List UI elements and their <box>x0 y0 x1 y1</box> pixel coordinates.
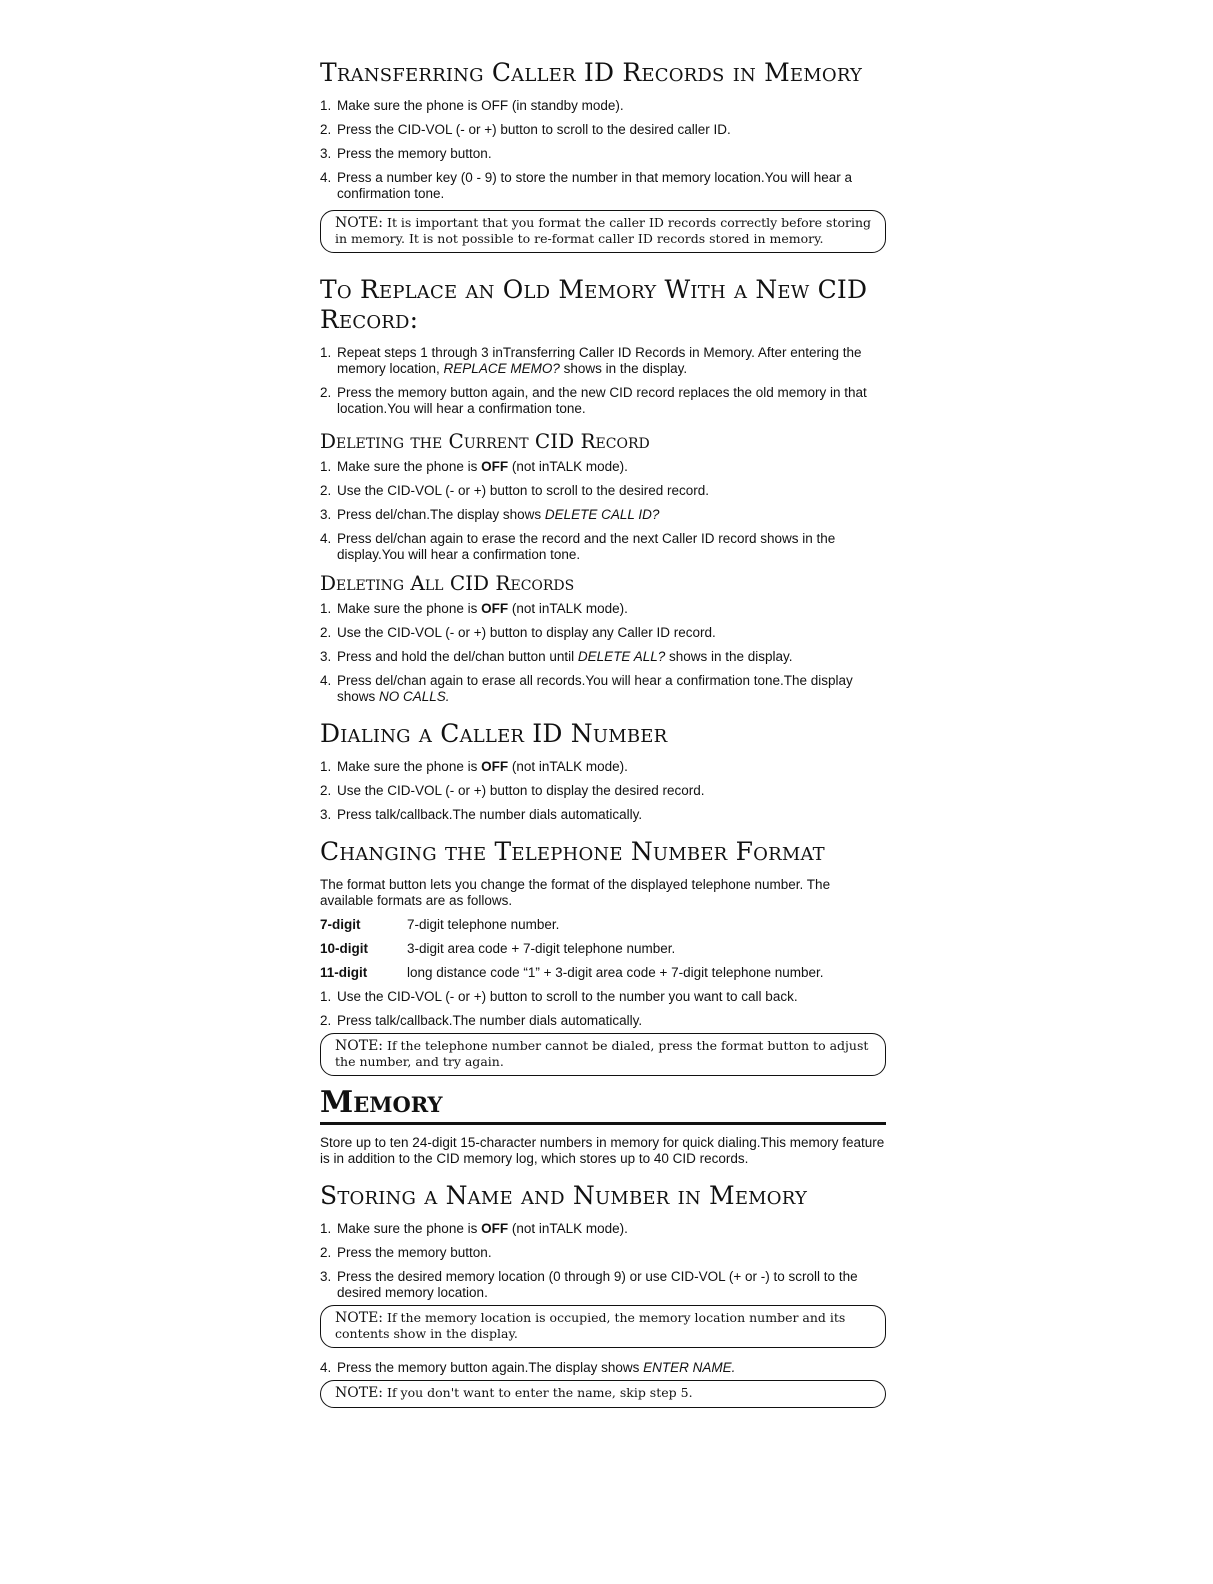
step-text-part: Press del/chan.The display shows <box>337 507 545 522</box>
step-text: Make sure the phone is OFF (in standby mode). <box>337 98 624 113</box>
format-term: 7-digit <box>320 917 361 932</box>
step-text: Press talk/callback.The number dials automatically. <box>337 1013 643 1028</box>
display-message: NO CALLS. <box>379 689 450 704</box>
list-item <box>320 531 886 563</box>
heading-delete-current: Deleting the Current CID Record <box>320 429 650 453</box>
list-item <box>320 625 886 641</box>
step-text-part: (not inTALK mode). <box>508 459 628 474</box>
step-text-part: (not inTALK mode). <box>508 759 628 774</box>
step-text-part: shows in the display. <box>559 361 688 376</box>
section-memory <box>320 1086 886 1167</box>
section-format <box>320 837 886 1076</box>
step-text <box>337 673 886 705</box>
manual-page <box>320 58 886 1418</box>
step-number: 2. <box>320 625 332 640</box>
list-item <box>320 146 886 162</box>
list-item <box>320 989 886 1005</box>
step-text <box>337 345 886 377</box>
step-number: 2. <box>320 483 332 498</box>
step-text: Press talk/callback.The number dials automatically. <box>337 807 643 822</box>
step-number: 4. <box>320 673 332 688</box>
step-text <box>337 1360 886 1376</box>
list-item <box>320 1013 886 1029</box>
format-row <box>320 917 886 933</box>
step-text-part: shows in the display. <box>665 649 793 664</box>
format-row <box>320 965 886 981</box>
note-label: NOTE: <box>335 1038 384 1054</box>
step-number: 1. <box>320 601 332 616</box>
step-text <box>337 649 886 665</box>
list-item <box>320 385 886 417</box>
step-number: 3. <box>320 1269 332 1284</box>
memory-intro: Store up to ten 24-digit 15-character numbers in memory for quick dialing.This memory feature is in addition to the CID memory log, which stores up to 40 CID records. <box>320 1135 885 1166</box>
step-text <box>337 507 886 523</box>
step-text: Press the memory button. <box>337 1245 492 1260</box>
note-label: NOTE: <box>335 215 384 231</box>
list-item <box>320 1221 886 1237</box>
step-text-part: (not inTALK mode). <box>508 1221 628 1236</box>
section-divider <box>320 1122 886 1125</box>
section-replace <box>320 275 886 417</box>
step-text: Use the CID-VOL (- or +) button to display the desired record. <box>337 783 705 798</box>
step-number: 4. <box>320 170 332 185</box>
step-text-part: Press del/chan again to erase all records.You will hear a confirmation tone.The display shows <box>337 673 853 704</box>
list-item <box>320 98 886 114</box>
step-text-part: Press and hold the del/chan button until <box>337 649 578 664</box>
list-item <box>320 345 886 377</box>
section-delete-all <box>320 571 886 705</box>
step-text <box>337 459 886 475</box>
step-number: 2. <box>320 1013 332 1028</box>
step-number: 3. <box>320 649 332 664</box>
note-dial-failed <box>320 1033 886 1076</box>
step-text-part: Make sure the phone is <box>337 601 482 616</box>
format-description: long distance code “1” + 3-digit area code + 7-digit telephone number. <box>407 965 824 980</box>
step-number: 1. <box>320 989 332 1004</box>
step-number: 1. <box>320 345 332 360</box>
list-item <box>320 483 886 499</box>
step-number: 2. <box>320 122 332 137</box>
heading-storing: Storing a Name and Number in Memory <box>320 1181 808 1210</box>
note-label: NOTE: <box>335 1310 384 1326</box>
note-location-occupied <box>320 1305 886 1348</box>
step-text: Use the CID-VOL (- or +) button to scroll to the desired record. <box>337 483 710 498</box>
step-number: 3. <box>320 507 332 522</box>
heading-format: Changing the Telephone Number Format <box>320 837 825 866</box>
list-item <box>320 759 886 775</box>
step-text: Press the desired memory location (0 through 9) or use CID-VOL (+ or -) to scroll to the desired memory location. <box>337 1269 858 1300</box>
step-text: Use the CID-VOL (- or +) button to display any Caller ID record. <box>337 625 716 640</box>
step-text: Press del/chan again to erase the record and the next Caller ID record shows in the display.You will hear a confirmation tone. <box>337 531 836 562</box>
format-row <box>320 941 886 957</box>
list-item <box>320 601 886 617</box>
step-text <box>337 1221 886 1237</box>
format-list <box>320 917 886 981</box>
note-format-records <box>320 210 886 253</box>
list-item <box>320 1269 886 1301</box>
step-number: 1. <box>320 759 332 774</box>
step-text: Press a number key (0 - 9) to store the number in that memory location.You will hear a confirmation tone. <box>337 170 852 201</box>
format-intro: The format button lets you change the format of the displayed telephone number. The available formats are as follows. <box>320 877 831 908</box>
step-number: 3. <box>320 146 332 161</box>
format-term: 11-digit <box>320 965 368 980</box>
section-transferring <box>320 58 886 253</box>
display-message: REPLACE MEMO? <box>443 361 560 376</box>
step-number: 4. <box>320 531 332 546</box>
step-number: 1. <box>320 98 332 113</box>
step-text-strong: OFF <box>481 459 509 474</box>
format-description: 7-digit telephone number. <box>407 917 560 932</box>
note-skip-name <box>320 1380 886 1408</box>
list-item <box>320 783 886 799</box>
step-number: 1. <box>320 459 332 474</box>
list-item <box>320 673 886 705</box>
step-number: 3. <box>320 807 332 822</box>
step-text-strong: OFF <box>481 759 509 774</box>
display-message: DELETE CALL ID? <box>544 507 660 522</box>
note-text: If the memory location is occupied, the memory location number and its contents show in the display. <box>335 1310 846 1341</box>
heading-memory: Memory <box>320 1085 443 1120</box>
section-storing <box>320 1181 886 1408</box>
list-item <box>320 459 886 475</box>
step-text-part: Press the memory button again.The display shows <box>337 1360 644 1375</box>
note-text: If you don't want to enter the name, skip step 5. <box>387 1385 693 1400</box>
format-term: 10-digit <box>320 941 369 956</box>
step-number: 2. <box>320 783 332 798</box>
step-text-strong: OFF <box>481 601 509 616</box>
step-text <box>337 759 886 775</box>
step-text <box>337 601 886 617</box>
heading-transferring: Transferring Caller ID Records in Memory <box>320 58 863 87</box>
note-label: NOTE: <box>335 1385 384 1401</box>
step-text: Press the memory button again, and the new CID record replaces the old memory in that location.You will hear a confirmation tone. <box>337 385 867 416</box>
list-item <box>320 807 886 823</box>
list-item <box>320 170 886 202</box>
step-text-part: Make sure the phone is <box>337 759 482 774</box>
list-item <box>320 649 886 665</box>
step-text: Use the CID-VOL (- or +) button to scroll to the number you want to call back. <box>337 989 798 1004</box>
heading-replace: To Replace an Old Memory With a New CID Record: <box>320 275 868 334</box>
step-text-part: Make sure the phone is <box>337 459 482 474</box>
heading-dialing: Dialing a Caller ID Number <box>320 719 668 748</box>
step-number: 2. <box>320 1245 332 1260</box>
section-dialing <box>320 719 886 823</box>
list-item <box>320 1245 886 1261</box>
step-number: 1. <box>320 1221 332 1236</box>
note-text: It is important that you format the caller ID records correctly before storing in memory. It is not possible to re-format caller ID records stored in memory. <box>335 215 872 246</box>
step-text: Press the memory button. <box>337 146 492 161</box>
list-item <box>320 122 886 138</box>
step-number: 2. <box>320 385 332 400</box>
step-text-strong: OFF <box>481 1221 509 1236</box>
step-text-part: (not inTALK mode). <box>508 601 628 616</box>
list-item <box>320 507 886 523</box>
list-item <box>320 1360 886 1376</box>
step-number: 4. <box>320 1360 332 1375</box>
display-message: ENTER NAME. <box>643 1360 736 1375</box>
step-text-part: Repeat steps 1 through 3 inTransferring Caller ID Records in Memory. After entering the memory location, <box>337 345 862 376</box>
step-text-part: Make sure the phone is <box>337 1221 482 1236</box>
display-message: DELETE ALL? <box>577 649 666 664</box>
section-delete-current <box>320 429 886 563</box>
steps-transferring <box>320 98 886 202</box>
note-text: If the telephone number cannot be dialed, press the format button to adjust the number, and try again. <box>335 1038 869 1069</box>
heading-delete-all: Deleting All CID Records <box>320 571 575 595</box>
step-text: Press the CID-VOL (- or +) button to scroll to the desired caller ID. <box>337 122 731 137</box>
format-description: 3-digit area code + 7-digit telephone number. <box>407 941 676 956</box>
